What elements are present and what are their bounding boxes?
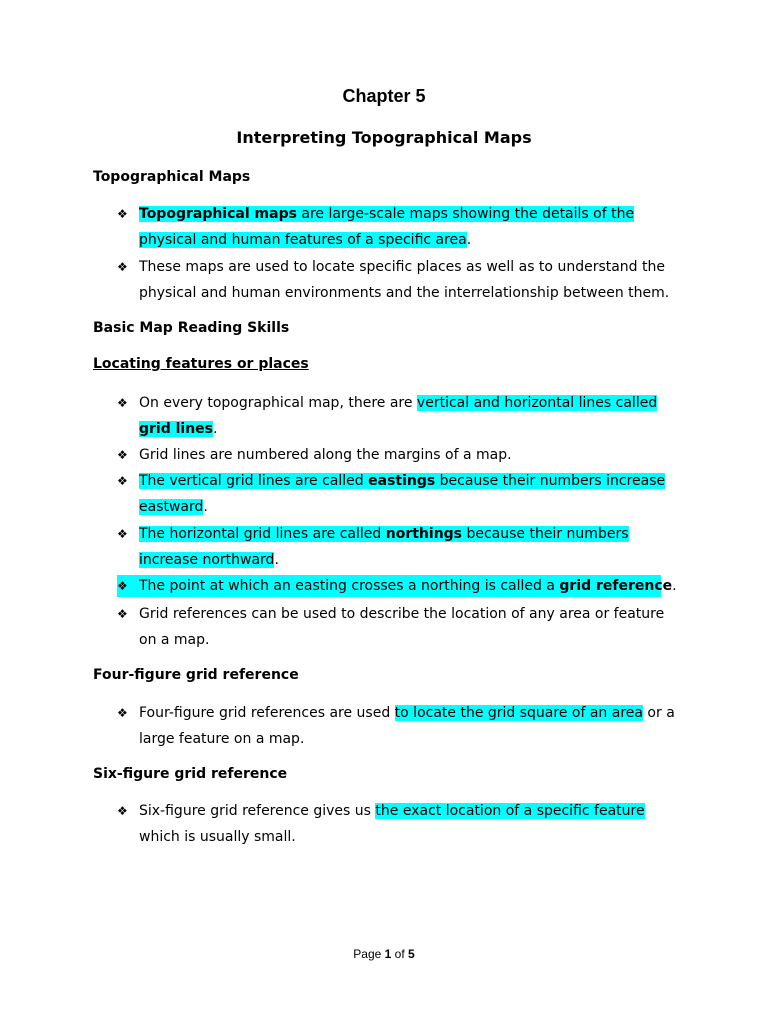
term-grid-lines: grid lines [139, 421, 214, 437]
diamond-bullet-icon: ❖ [117, 579, 128, 593]
diamond-bullet-icon: ❖ [117, 706, 128, 720]
list-item: ❖ Grid lines are numbered along the margins of a map. [117, 442, 677, 468]
term-northings: northings [385, 526, 463, 542]
diamond-bullet-icon: ❖ [117, 396, 128, 410]
page-title: Interpreting Topographical Maps [236, 128, 532, 147]
diamond-bullet-icon: ❖ [117, 260, 128, 274]
diamond-bullet-icon: ❖ [117, 207, 128, 221]
diamond-bullet-icon: ❖ [117, 607, 128, 621]
diamond-bullet-icon: ❖ [117, 804, 128, 818]
list-item: ❖ The vertical grid lines are called eastings because their numbers increase eastward. [117, 468, 677, 520]
list-item: ❖ These maps are used to locate specific places as well as to understand the physical and human environments and the interrelationship between them. [117, 254, 677, 306]
diamond-bullet-icon: ❖ [117, 448, 128, 462]
chapter-title: Chapter 5 [342, 86, 426, 106]
list-item: ❖ Six-figure grid reference gives us the exact location of a specific feature which is usually small. [117, 798, 677, 850]
list-item: ❖ The point at which an easting crosses a northing is called a grid reference. [117, 573, 677, 599]
heading-basic-map-reading: Basic Map Reading Skills [93, 320, 290, 336]
list-item: ❖ Four-figure grid references are used to locate the grid square of an area or a large feature on a map. [117, 700, 677, 752]
diamond-bullet-icon: ❖ [117, 474, 128, 488]
term-grid-reference: grid reference [559, 578, 673, 594]
heading-six-figure: Six-figure grid reference [93, 766, 288, 782]
list-item: ❖ Grid references can be used to describe the location of any area or feature on a map. [117, 601, 677, 653]
heading-locating-features: Locating features or places [93, 356, 309, 372]
term-eastings: eastings [368, 473, 436, 489]
page-number: Page 1 of 5 [353, 947, 415, 961]
term-topographical-maps: Topographical maps [139, 206, 297, 222]
list-item: ❖ On every topographical map, there are vertical and horizontal lines called grid lines. [117, 390, 677, 442]
heading-four-figure: Four-figure grid reference [93, 667, 299, 683]
list-item: ❖ The horizontal grid lines are called northings because their numbers increase northward. [117, 521, 677, 573]
heading-topographical-maps: Topographical Maps [93, 169, 251, 185]
list-item: ❖ Topographical maps are large-scale maps showing the details of the physical and human features of a specific area. [117, 201, 677, 253]
diamond-bullet-icon: ❖ [117, 527, 128, 541]
